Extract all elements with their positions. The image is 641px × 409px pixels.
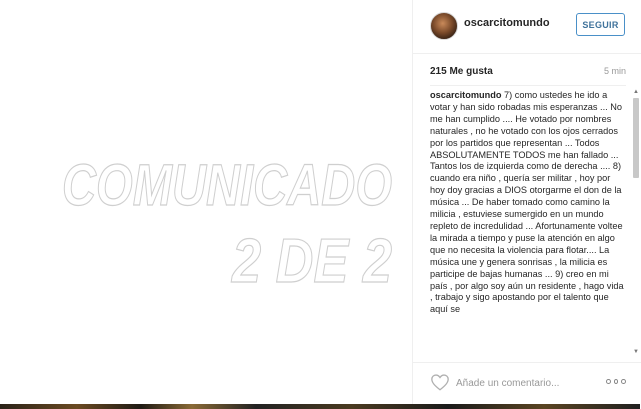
caption-scrollbar[interactable]: [631, 86, 641, 358]
caption: [430, 90, 624, 316]
caption-text: 7) como ustedes he ido a votar y han sido robadas mis esperanzas ... No me han cumplido .... He votado por nombres naturales , no he votado con los ojos cerrados por los partidos que representan ... Todos ABSOLUTAMENTE TODOS me han fallado ... Tantos los de izquierda como de derecha .... 8) cuando era niño , quería ser militar , hoy por hoy doy gracias a DIOS otorgarme el don de la música ... De haber tomado como camino la milicia , estuviese sumergido en un mundo repleto de incredulidad ... Afortunamente voltee la mirada a tiempo y puse la atención en algo que no necesita la violencia para flotar.... La música une y genera sonrisas , la milicia es participe de bajas humanas ... 9) creo en mi país , por algo soy aún un residente , hago vida , trabajo y sigo apostando por el talento que aquí se: [430, 90, 624, 315]
follow-button[interactable]: SEGUIR: [576, 13, 625, 36]
post-stats: [430, 66, 626, 80]
dot: [621, 379, 626, 384]
dot: [606, 379, 611, 384]
post-headline-line2: 2 DE 2: [231, 227, 392, 296]
comment-input[interactable]: [456, 375, 596, 391]
heart-icon[interactable]: [430, 373, 450, 391]
triangle-down-icon[interactable]: ▼: [633, 349, 639, 355]
divider: [430, 85, 626, 86]
caption-scroll-area[interactable]: [430, 90, 626, 358]
post-header: [413, 0, 641, 54]
dot: [614, 379, 619, 384]
avatar[interactable]: [430, 12, 458, 40]
post-footer: [413, 362, 641, 405]
author-username[interactable]: oscarcitomundo: [464, 17, 550, 29]
scrollbar-thumb[interactable]: [633, 98, 639, 178]
caption-username[interactable]: oscarcitomundo: [430, 90, 502, 100]
post-timestamp[interactable]: 5 min: [603, 66, 626, 76]
more-options-icon[interactable]: [606, 377, 626, 385]
post-side-panel: [412, 0, 641, 404]
like-count[interactable]: 215 Me gusta: [430, 66, 493, 77]
post-headline-line1: COMUNICADO: [62, 153, 392, 218]
triangle-up-icon[interactable]: ▲: [633, 89, 639, 95]
